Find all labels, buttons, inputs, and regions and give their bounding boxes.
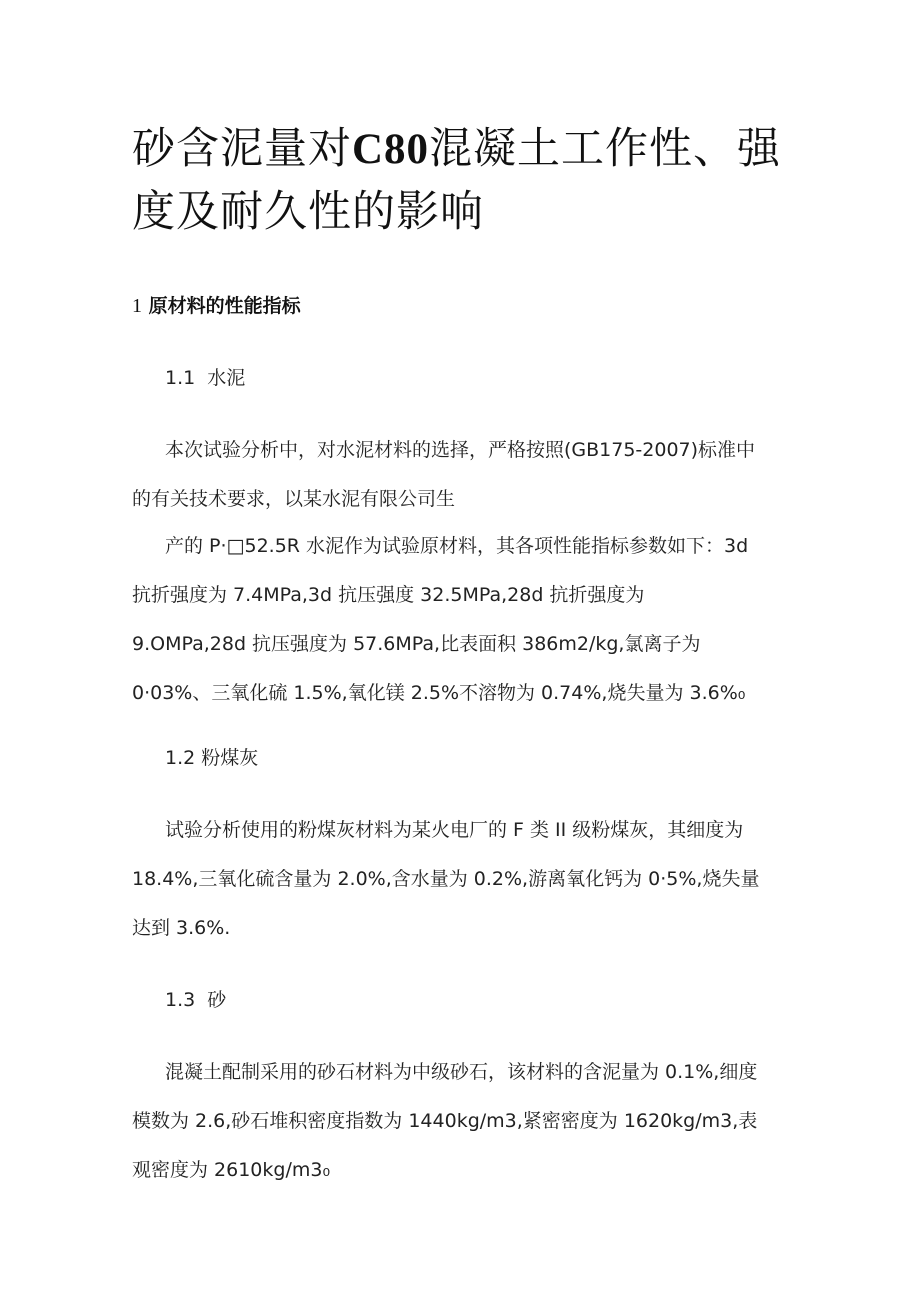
paragraph-line: 抗折强度为 7.4MPa,3d 抗压强度 32.5MPa,28d 抗折强度为 [132, 584, 645, 606]
paragraph-line: 18.4%,三氧化硫含量为 2.0%,含水量为 0.2%,游离氧化钙为 0·5%,烧失量 [132, 868, 760, 890]
document-title [132, 118, 802, 244]
subsection-heading-1-2: 1.2 粉煤灰 [165, 747, 259, 769]
section-number: 1 [132, 295, 142, 317]
paragraph-cement [132, 426, 802, 524]
paragraph-line: 达到 3.6%. [132, 917, 231, 939]
subsection-heading-1-1: 1.1 水泥 [165, 367, 246, 389]
paragraph-sand [132, 1048, 802, 1195]
paragraph-line: 产的 P·□52.5R 水泥作为试验原材料，其各项性能指标参数如下：3d [165, 535, 749, 557]
section-heading-1 [132, 292, 301, 320]
paragraph-line: 模数为 2.6,砂石堆积密度指数为 1440kg/m3,紧密密度为 1620kg∕m3,表 [132, 1110, 758, 1132]
section-title: 原材料的性能指标 [148, 295, 301, 317]
paragraph-fly-ash [132, 806, 802, 953]
paragraph-line: 本次试验分析中，对水泥材料的选择，严格按照(GB175-2007)标准中 [165, 439, 756, 461]
title-part-3: 混凝土工作性、强 [429, 124, 782, 174]
paragraph-line: 9.OMPa,28d 抗压强度为 57.6MPa,比表面积 386m2∕kg,氯离子为 [132, 633, 701, 655]
paragraph-line: 观密度为 2610kg∕m3₀ [132, 1159, 331, 1181]
paragraph-line: 的有关技术要求，以某水泥有限公司生 [132, 488, 456, 510]
paragraph-line: 0·03%、三氧化硫 1.5%,氧化镁 2.5%不溶物为 0.74%,烧失量为 3.6%₀ [132, 682, 746, 704]
paragraph-cement-cont [132, 522, 802, 718]
subsection-heading-1-3: 1.3 砂 [165, 989, 227, 1011]
title-part-2: C80 [352, 126, 430, 173]
title-part-1: 砂含泥量对 [132, 124, 352, 174]
paragraph-line: 试验分析使用的粉煤灰材料为某火电厂的 F 类 II 级粉煤灰，其细度为 [165, 819, 744, 841]
title-line-2: 度及耐久性的影响 [132, 187, 484, 237]
paragraph-line: 混凝土配制采用的砂石材料为中级砂石，该材料的含泥量为 0.1%,细度 [165, 1061, 758, 1083]
